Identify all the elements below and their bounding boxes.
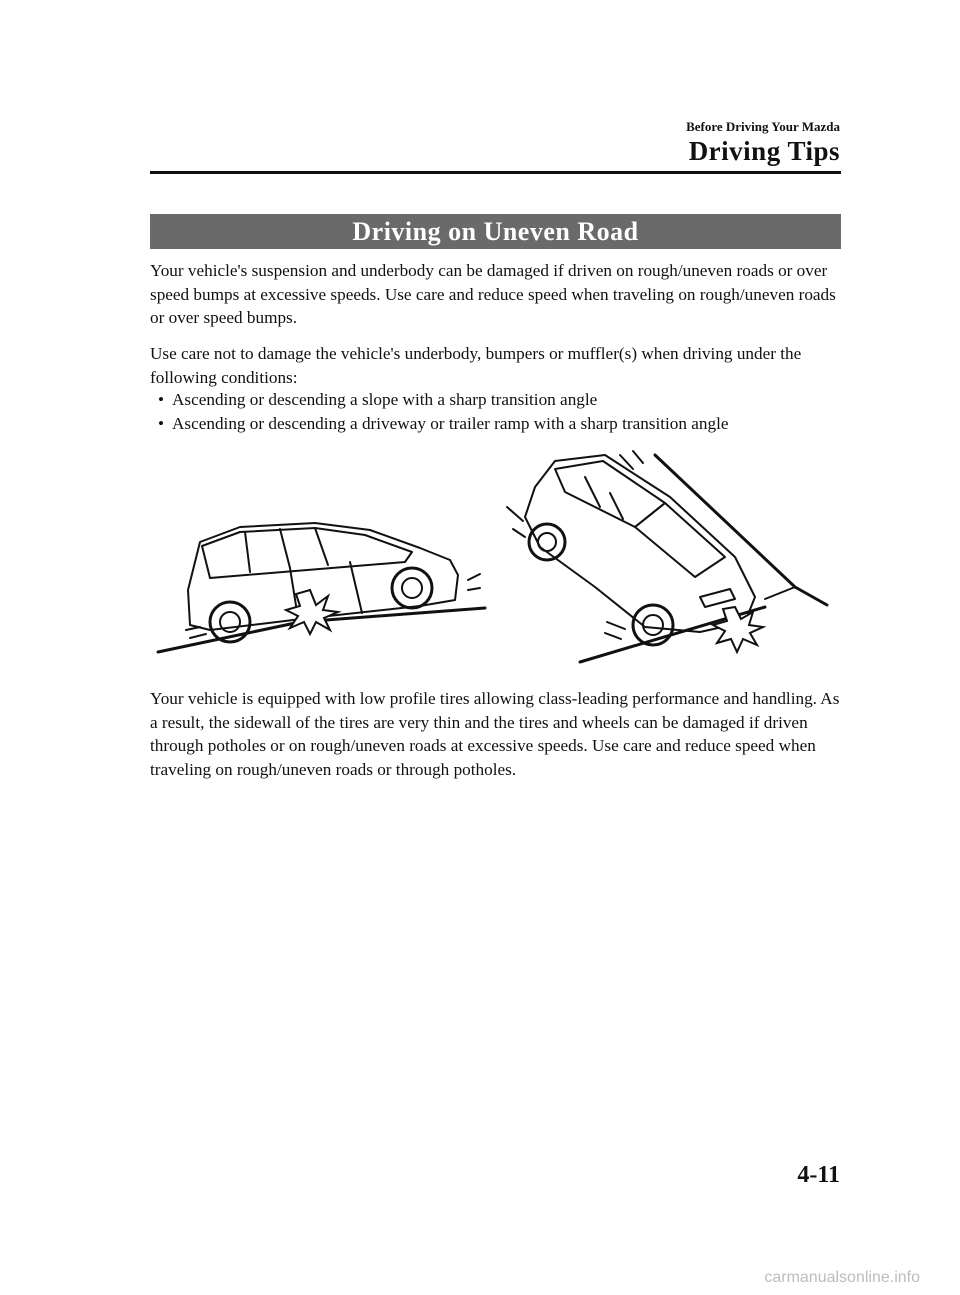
list-item-text: Ascending or descending a slope with a sharp transition angle	[172, 390, 598, 409]
list-item	[150, 412, 850, 436]
intro-paragraph: Your vehicle's suspension and underbody can be damaged if driven on rough/uneven roads or over speed bumps at excessive speeds. Use care and reduce speed when traveling on rough/uneven roads or over speed bumps.	[150, 261, 836, 327]
bullet-icon: •	[158, 413, 165, 433]
footer-watermark: carmanualsonline.info	[764, 1269, 920, 1286]
header-chapter: Before Driving Your Mazda	[686, 119, 840, 134]
list-item	[150, 388, 850, 412]
header-section-title: Driving Tips	[688, 136, 840, 166]
header-rule	[150, 171, 841, 174]
section-title-bar	[150, 214, 841, 249]
slope-transition-illustration	[150, 510, 490, 660]
ramp-transition-illustration	[495, 447, 835, 667]
conditions-paragraph: Use care not to damage the vehicle's underbody, bumpers or muffler(s) when driving under the following conditions:	[150, 344, 802, 387]
section-title: Driving on Uneven Road	[352, 216, 639, 246]
list-item-text: Ascending or descending a driveway or trailer ramp with a sharp transition angle	[172, 413, 729, 433]
conditions-list	[150, 388, 850, 435]
page-number: 4-11	[797, 1162, 840, 1188]
bullet-icon: •	[158, 390, 165, 409]
tires-paragraph: Your vehicle is equipped with low profile tires allowing class-leading performance and handling. As a result, the sidewall of the tires are very thin and the tires and wheels can be damaged if driven through potholes or on rough/uneven roads at excessive speeds. Use care and reduce speed when traveling on rough/uneven roads or through potholes.	[150, 689, 840, 779]
